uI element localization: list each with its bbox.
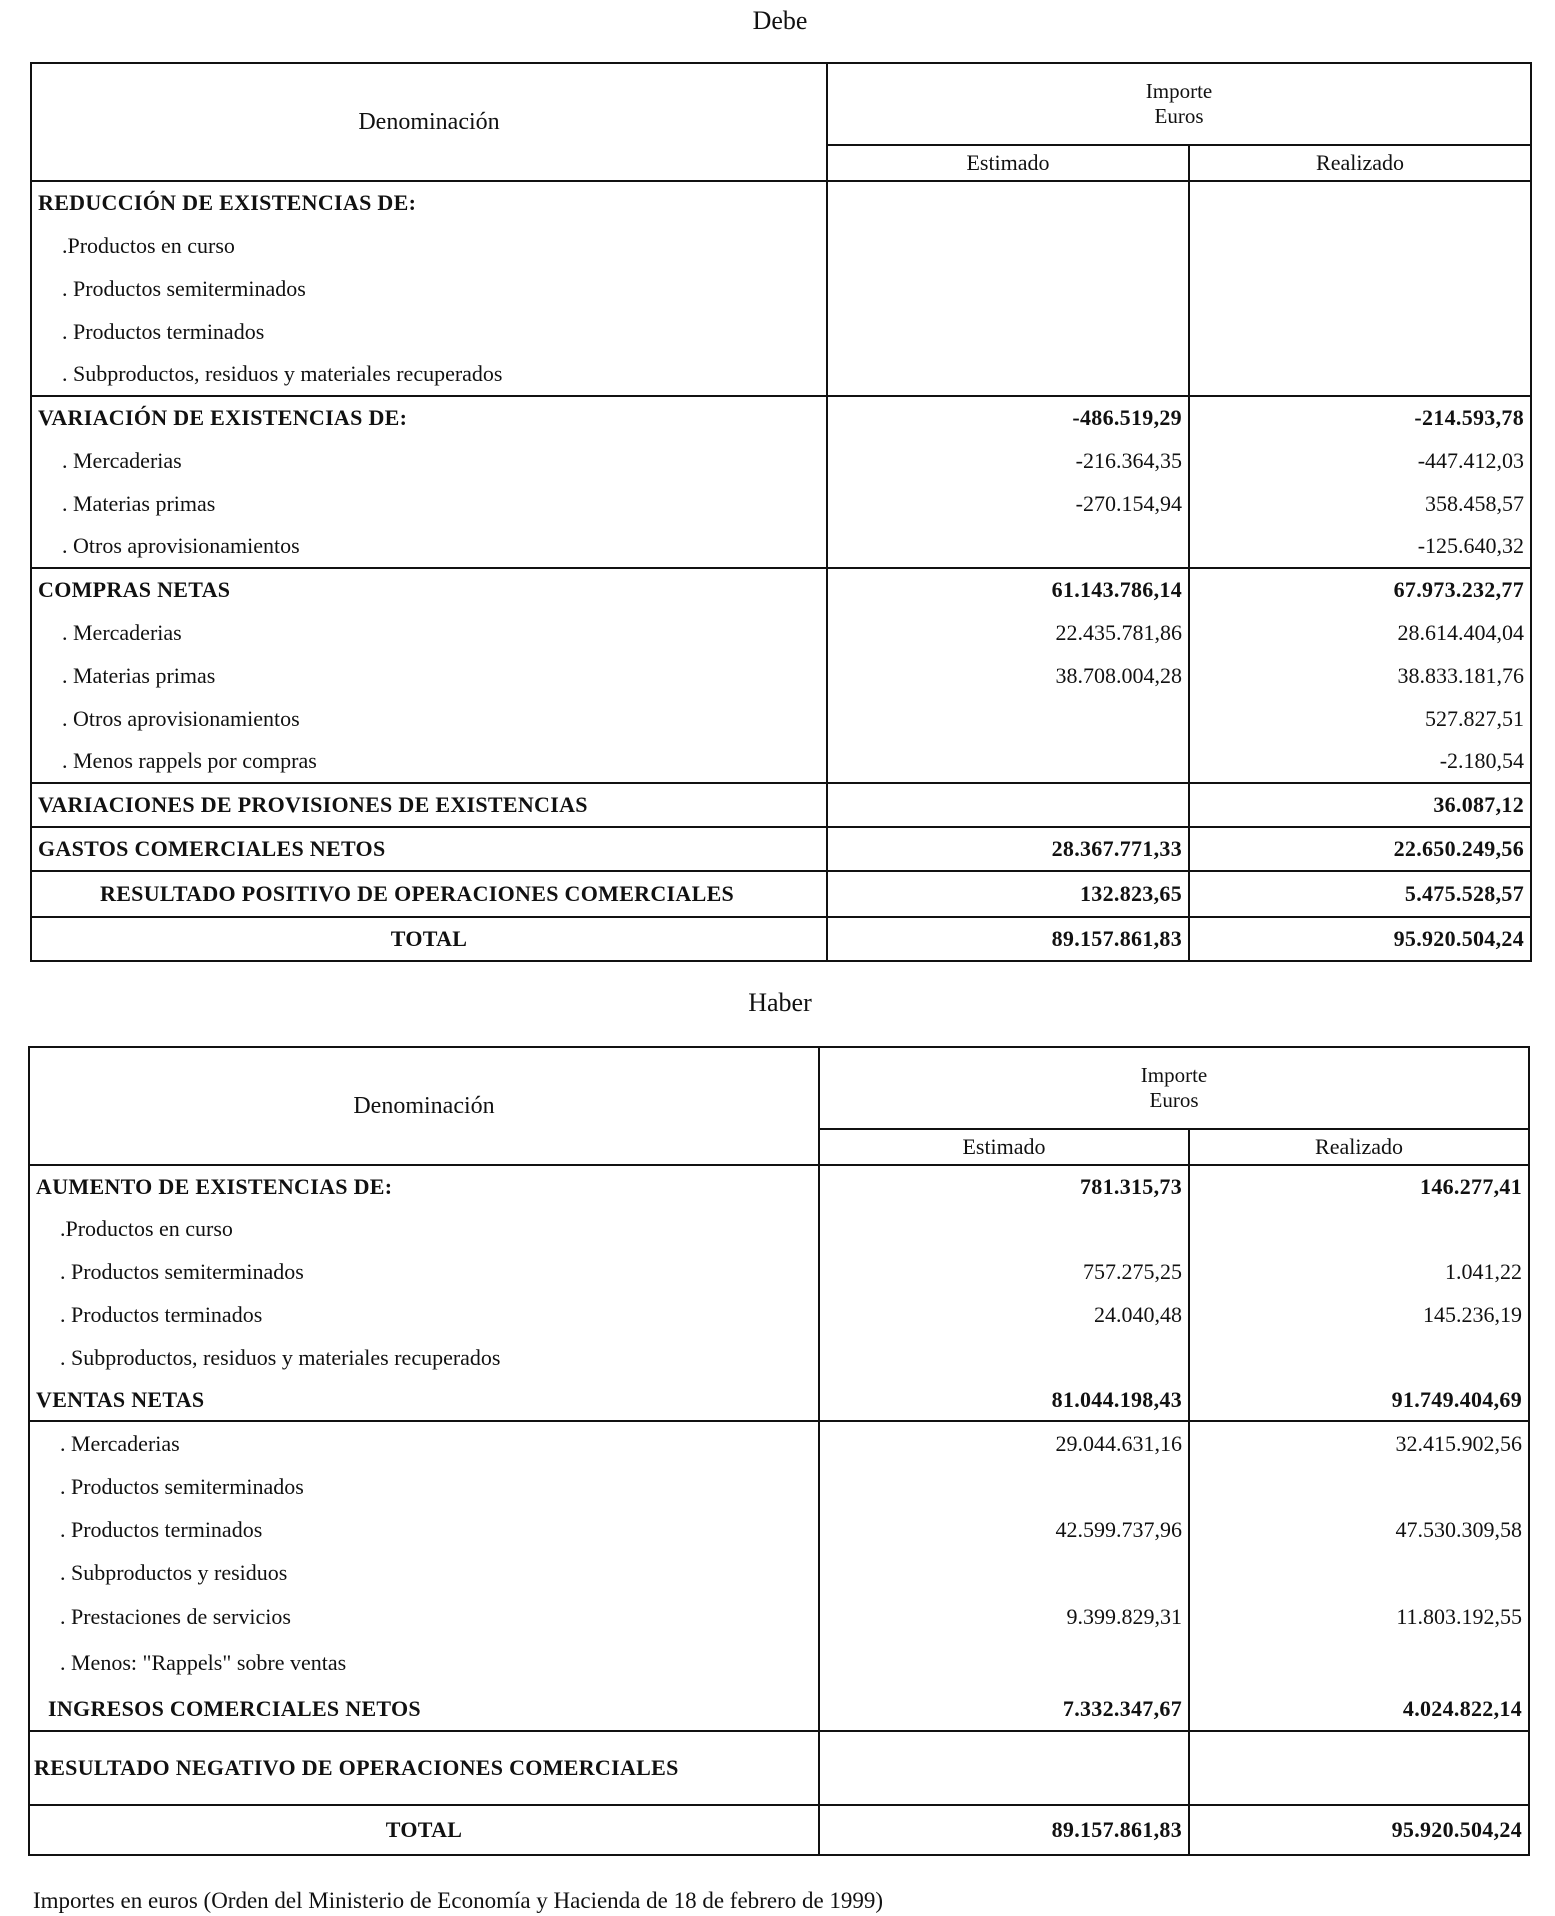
row-estimado: 757.275,25: [819, 1250, 1189, 1293]
row-estimado: [819, 1551, 1189, 1594]
row-label: INGRESOS COMERCIALES NETOS: [29, 1687, 819, 1731]
table-row: [29, 1379, 1529, 1421]
row-label: . Materias primas: [31, 654, 827, 697]
haber-header-euros-label: Euros: [1149, 1088, 1199, 1112]
table-row: [31, 525, 1531, 568]
row-label: COMPRAS NETAS: [31, 568, 827, 611]
row-estimado: [819, 1639, 1189, 1687]
row-label: RESULTADO NEGATIVO DE OPERACIONES COMERCIALES: [29, 1731, 819, 1805]
table-row: [31, 439, 1531, 482]
row-estimado: [827, 525, 1189, 568]
row-estimado: 7.332.347,67: [819, 1687, 1189, 1731]
row-realizado: [1189, 267, 1531, 310]
haber-header-realizado: Realizado: [1189, 1129, 1529, 1165]
haber-header-importe-label: Importe: [1140, 1063, 1208, 1087]
debe-header-euros-label: Euros: [1154, 104, 1204, 128]
row-label: . Mercaderias: [31, 611, 827, 654]
row-realizado: -2.180,54: [1189, 740, 1531, 783]
table-row: [31, 396, 1531, 439]
row-label: .Productos en curso: [31, 224, 827, 267]
row-realizado: [1189, 1465, 1529, 1508]
row-label: GASTOS COMERCIALES NETOS: [31, 827, 827, 871]
row-realizado: [1189, 224, 1531, 267]
row-estimado: [827, 224, 1189, 267]
row-label: . Subproductos, residuos y materiales recuperados: [31, 353, 827, 396]
table-row: [31, 353, 1531, 396]
row-estimado: [827, 697, 1189, 740]
row-label: .Productos en curso: [29, 1207, 819, 1250]
row-realizado: 47.530.309,58: [1189, 1508, 1529, 1551]
row-label: . Subproductos, residuos y materiales recuperados: [29, 1336, 819, 1379]
table-row: [31, 783, 1531, 827]
row-estimado: [827, 353, 1189, 396]
row-realizado: 22.650.249,56: [1189, 827, 1531, 871]
row-label: . Otros aprovisionamientos: [31, 525, 827, 568]
row-realizado: [1189, 353, 1531, 396]
row-label: . Mercaderias: [29, 1421, 819, 1465]
table-row: [29, 1639, 1529, 1687]
debe-table: [30, 62, 1532, 962]
haber-title: Haber: [748, 988, 812, 1017]
row-label: . Prestaciones de servicios: [29, 1594, 819, 1639]
footnote: Importes en euros (Orden del Ministerio de Economía y Hacienda de 18 de febrero de 1999): [33, 1888, 884, 1913]
row-estimado: 9.399.829,31: [819, 1594, 1189, 1639]
row-realizado: -214.593,78: [1189, 396, 1531, 439]
table-row: [29, 1508, 1529, 1551]
row-realizado: 11.803.192,55: [1189, 1594, 1529, 1639]
row-label: . Productos semiterminados: [29, 1465, 819, 1508]
row-realizado: 146.277,41: [1189, 1165, 1529, 1207]
row-label: . Productos semiterminados: [31, 267, 827, 310]
haber-header-importe: [819, 1047, 1529, 1129]
debe-header-importe: [827, 63, 1531, 145]
table-row: [31, 482, 1531, 525]
debe-header-denominacion: Denominación: [31, 63, 827, 181]
row-realizado: 67.973.232,77: [1189, 568, 1531, 611]
row-realizado: 91.749.404,69: [1189, 1379, 1529, 1421]
debe-header-estimado: Estimado: [827, 145, 1189, 181]
row-label: REDUCCIÓN DE EXISTENCIAS DE:: [31, 181, 827, 224]
haber-table: [28, 1046, 1530, 1856]
table-row: [29, 1731, 1529, 1805]
row-estimado: 22.435.781,86: [827, 611, 1189, 654]
row-realizado: [1189, 310, 1531, 353]
row-realizado: [1189, 1639, 1529, 1687]
row-realizado: 95.920.504,24: [1189, 1805, 1529, 1855]
row-realizado: 36.087,12: [1189, 783, 1531, 827]
debe-title: Debe: [752, 6, 808, 35]
row-label: VARIACIÓN DE EXISTENCIAS DE:: [31, 396, 827, 439]
row-label: RESULTADO POSITIVO DE OPERACIONES COMERCIALES: [31, 871, 827, 917]
row-estimado: 38.708.004,28: [827, 654, 1189, 697]
table-row: [31, 181, 1531, 224]
row-realizado: -447.412,03: [1189, 439, 1531, 482]
table-row: [29, 1336, 1529, 1379]
row-label: VENTAS NETAS: [29, 1379, 819, 1421]
row-label: TOTAL: [29, 1805, 819, 1855]
row-estimado: 89.157.861,83: [827, 917, 1189, 961]
table-row: [31, 568, 1531, 611]
row-estimado: 81.044.198,43: [819, 1379, 1189, 1421]
row-realizado: 145.236,19: [1189, 1293, 1529, 1336]
row-estimado: 781.315,73: [819, 1165, 1189, 1207]
row-estimado: -486.519,29: [827, 396, 1189, 439]
row-label: . Mercaderias: [31, 439, 827, 482]
table-row: [31, 871, 1531, 917]
row-label: AUMENTO DE EXISTENCIAS DE:: [29, 1165, 819, 1207]
row-label: . Productos terminados: [29, 1293, 819, 1336]
row-realizado: 5.475.528,57: [1189, 871, 1531, 917]
table-row: [29, 1687, 1529, 1731]
row-realizado: [1189, 1207, 1529, 1250]
row-realizado: [1189, 181, 1531, 224]
row-label: . Productos terminados: [29, 1508, 819, 1551]
table-row: [31, 827, 1531, 871]
table-row: [31, 224, 1531, 267]
row-realizado: 32.415.902,56: [1189, 1421, 1529, 1465]
row-estimado: [827, 783, 1189, 827]
table-row: [29, 1551, 1529, 1594]
row-estimado: 29.044.631,16: [819, 1421, 1189, 1465]
row-realizado: 358.458,57: [1189, 482, 1531, 525]
table-row-total: [31, 917, 1531, 961]
debe-header-importe-label: Importe: [1145, 79, 1213, 103]
table-row: [31, 267, 1531, 310]
row-estimado: -270.154,94: [827, 482, 1189, 525]
row-estimado: -216.364,35: [827, 439, 1189, 482]
row-estimado: 89.157.861,83: [819, 1805, 1189, 1855]
table-row: [31, 740, 1531, 783]
table-row: [29, 1465, 1529, 1508]
table-row: [29, 1421, 1529, 1465]
row-realizado: 1.041,22: [1189, 1250, 1529, 1293]
table-row: [29, 1594, 1529, 1639]
row-estimado: [819, 1336, 1189, 1379]
table-row: [31, 697, 1531, 740]
row-label: . Materias primas: [31, 482, 827, 525]
table-row: [31, 611, 1531, 654]
table-row: [31, 654, 1531, 697]
row-realizado: -125.640,32: [1189, 525, 1531, 568]
table-row: [29, 1250, 1529, 1293]
haber-header-estimado: Estimado: [819, 1129, 1189, 1165]
row-estimado: [819, 1731, 1189, 1805]
row-label: VARIACIONES DE PROVISIONES DE EXISTENCIAS: [31, 783, 827, 827]
debe-header-realizado: Realizado: [1189, 145, 1531, 181]
table-row: [29, 1165, 1529, 1207]
row-estimado: 61.143.786,14: [827, 568, 1189, 611]
row-estimado: [827, 267, 1189, 310]
row-label: . Menos: "Rappels" sobre ventas: [29, 1639, 819, 1687]
row-realizado: [1189, 1336, 1529, 1379]
row-label: TOTAL: [31, 917, 827, 961]
row-label: . Subproductos y residuos: [29, 1551, 819, 1594]
table-row: [31, 310, 1531, 353]
haber-header-denominacion: Denominación: [29, 1047, 819, 1165]
row-estimado: 42.599.737,96: [819, 1508, 1189, 1551]
row-realizado: 28.614.404,04: [1189, 611, 1531, 654]
row-label: . Productos terminados: [31, 310, 827, 353]
table-row: [29, 1293, 1529, 1336]
row-estimado: [827, 310, 1189, 353]
row-realizado: 527.827,51: [1189, 697, 1531, 740]
row-realizado: [1189, 1731, 1529, 1805]
table-row: [29, 1207, 1529, 1250]
row-estimado: 28.367.771,33: [827, 827, 1189, 871]
table-row-total: [29, 1805, 1529, 1855]
row-realizado: 4.024.822,14: [1189, 1687, 1529, 1731]
row-estimado: [819, 1465, 1189, 1508]
row-estimado: [827, 181, 1189, 224]
row-estimado: [827, 740, 1189, 783]
row-estimado: 132.823,65: [827, 871, 1189, 917]
row-realizado: 38.833.181,76: [1189, 654, 1531, 697]
row-label: . Menos rappels por compras: [31, 740, 827, 783]
row-realizado: 95.920.504,24: [1189, 917, 1531, 961]
row-label: . Otros aprovisionamientos: [31, 697, 827, 740]
row-estimado: [819, 1207, 1189, 1250]
row-estimado: 24.040,48: [819, 1293, 1189, 1336]
row-label: . Productos semiterminados: [29, 1250, 819, 1293]
row-realizado: [1189, 1551, 1529, 1594]
